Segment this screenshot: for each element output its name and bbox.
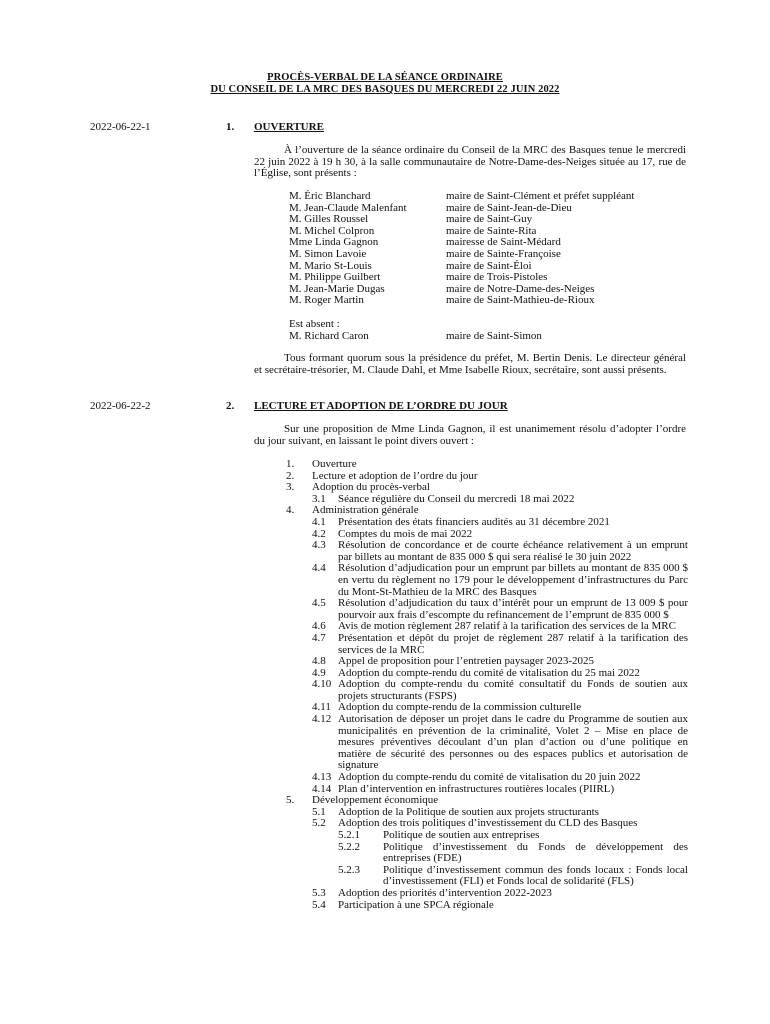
agenda-item: [286, 679, 688, 702]
agenda-item-text: Adoption des priorités d’intervention 2022-2023: [338, 886, 552, 899]
agenda-item-number: 4.3: [312, 539, 326, 552]
agenda-item-text: Présentation des états financiers audités au 31 décembre 2021: [338, 515, 610, 528]
member-role: mairesse de Saint-Médard: [446, 236, 561, 249]
agenda-item-text: Autorisation de déposer un projet dans le cadre du Programme de soutien aux municipalités en prévention de la criminalité, Volet 2 – Mise en place de mesures préventives découlant d’un plan d’action ou d’une politique en matière de sécurité des personnes ou des espaces publics et autorisation de signature: [338, 713, 688, 772]
agenda-item-text: Politique de soutien aux entreprises: [383, 829, 540, 841]
agenda-item: [286, 517, 688, 529]
agenda-item-text: Développement économique: [312, 794, 439, 807]
agenda-item-text: Résolution de concordance et de courte échéance relativement à un emprunt par billets au montant de 835 000 $ qui sera réalisé le 30 juin 2022: [338, 539, 688, 563]
member-row: [289, 249, 634, 261]
agenda-item-text: Lecture et adoption de l’ordre du jour: [312, 469, 478, 482]
agenda-item-number: 4.6: [312, 620, 326, 633]
members-present-list: [289, 191, 634, 307]
agenda-item-text: Participation à une SPCA régionale: [338, 898, 494, 911]
document-subtitle: DU CONSEIL DE LA MRC DES BASQUES DU MERCREDI 22 JUIN 2022: [210, 84, 560, 95]
member-role: maire de Trois-Pistoles: [446, 271, 548, 284]
agenda-item: [286, 888, 688, 900]
agenda-item-number: 5.2: [312, 817, 326, 830]
resolution-ref: 2022-06-22-1: [90, 121, 151, 133]
member-name: M. Jean-Marie Dugas: [289, 282, 385, 295]
agenda-item-text: Adoption des trois politiques d’investissement du CLD des Basques: [338, 817, 638, 830]
section-number: 1.: [226, 121, 235, 133]
agenda-item: [286, 459, 688, 471]
agenda-item-text: Appel de proposition pour l’entretien paysager 2023-2025: [338, 655, 594, 668]
member-role: maire de Sainte-Rita: [446, 224, 537, 237]
agenda-item-text: Plan d’intervention en infrastructures routières locales (PIIRL): [338, 782, 615, 795]
absent-member-role: maire de Saint-Simon: [446, 329, 542, 342]
member-name: M. Simon Lavoie: [289, 247, 367, 260]
agenda-item-text: Avis de motion règlement 287 relatif à la tarification des services de la MRC: [338, 620, 676, 633]
agenda-item-number: 5.2.1: [338, 829, 360, 841]
member-row: [289, 295, 634, 307]
member-row: [289, 191, 634, 203]
agenda-item-number: 4.: [286, 504, 295, 517]
agenda-item-number: 5.2.2: [338, 840, 360, 853]
agenda-item-number: 5.4: [312, 898, 326, 911]
agenda-item-text: Comptes du mois de mai 2022: [338, 527, 473, 540]
agenda-item-text: Adoption du compte-rendu du comité de vitalisation du 20 juin 2022: [338, 771, 641, 784]
agenda-item-text: Politique d’investissement du Fonds de développement des entreprises (FDE): [383, 840, 688, 865]
agenda-item-number: 4.7: [312, 631, 326, 644]
agenda-item-number: 2.: [286, 469, 295, 482]
agenda-item-number: 5.2.3: [338, 863, 360, 876]
agenda-item-text: Séance régulière du Conseil du mercredi 18 mai 2022: [338, 492, 575, 505]
absent-block: [289, 319, 542, 342]
agenda-item: [286, 830, 688, 842]
agenda-item: [286, 842, 688, 865]
absent-label: Est absent :: [289, 318, 340, 330]
agenda-item-text: Politique d’investissement commun des fonds locaux : Fonds local d’investissement (FLI) et Fonds local de solidarité (FLS): [383, 863, 688, 888]
agenda-item-text: Adoption du compte-rendu du comité de vitalisation du 25 mai 2022: [338, 666, 640, 679]
opening-paragraph: À l’ouverture de la séance ordinaire du Conseil de la MRC des Basques tenue le mercredi 22 juin 2022 à 19 h 30, à la salle communautaire de Notre-Dame-des-Neiges située au 17, rue de l’Église, sont présents :: [254, 144, 686, 180]
agenda-item: [286, 656, 688, 668]
agenda-item-text: Résolution d’adjudication pour un emprunt par billets au montant de 835 000 $ en vertu du règlement no 179 pour le développement d’infrastructures du Parc du Mont-St-Mathieu de la MRC des Basques: [338, 562, 688, 598]
agenda-item: [286, 633, 688, 656]
member-row: [289, 272, 634, 284]
agenda-item-number: 4.14: [312, 782, 332, 795]
agenda-item-number: 4.11: [312, 701, 331, 714]
agenda-item-number: 4.13: [312, 771, 332, 784]
agenda-item-number: 4.9: [312, 666, 326, 679]
agenda-item-text: Adoption du procès-verbal: [312, 481, 430, 494]
agenda-item: [286, 900, 688, 912]
agenda-item-number: 4.5: [312, 597, 326, 610]
member-role: maire de Saint-Guy: [446, 213, 533, 226]
agenda-item-text: Adoption de la Politique de soutien aux projets structurants: [338, 805, 599, 818]
agenda-item: [286, 563, 688, 598]
agenda-item: [286, 714, 688, 772]
agenda-item-number: 4.1: [312, 515, 326, 528]
agenda-item-number: 5.3: [312, 886, 326, 899]
member-role: maire de Saint-Mathieu-de-Rioux: [446, 294, 595, 307]
agenda-item-number: 3.: [286, 481, 295, 494]
agenda-item-text: Présentation et dépôt du projet de règlement 287 relatif à la tarification des services de la MRC: [338, 631, 688, 656]
agenda-item-number: 3.1: [312, 492, 326, 505]
section-heading: LECTURE ET ADOPTION DE L’ORDRE DU JOUR: [254, 400, 508, 412]
resolution-ref: 2022-06-22-2: [90, 400, 151, 412]
agenda-item: [286, 598, 688, 621]
agenda-item-text: Résolution d’adjudication du taux d’intérêt pour un emprunt de 13 009 $ pour pourvoir aux frais d’escompte du refinancement de l’emprunt de 835 000 $: [338, 597, 688, 621]
agenda-item-number: 5.1: [312, 805, 326, 818]
agenda-item-number: 4.12: [312, 713, 332, 726]
member-role: maire de Sainte-Françoise: [446, 247, 561, 260]
document-title: PROCÈS-VERBAL DE LA SÉANCE ORDINAIRE: [267, 72, 503, 83]
member-role: maire de Saint-Clément et préfet suppléant: [446, 190, 635, 202]
agenda-item: [286, 772, 688, 784]
member-name: M. Gilles Roussel: [289, 213, 369, 226]
agenda-item-text: Adoption du compte-rendu de la commission culturelle: [338, 701, 582, 714]
member-name: Mme Linda Gagnon: [289, 236, 379, 249]
agenda-list: [286, 459, 688, 911]
agenda-intro-paragraph: Sur une proposition de Mme Linda Gagnon, il est unanimement résolu d’adopter l’ordre du jour suivant, en laissant le point divers ouvert :: [254, 423, 686, 447]
agenda-item-number: 4.8: [312, 655, 326, 668]
member-name: M. Mario St-Louis: [289, 259, 372, 272]
agenda-item: [286, 865, 688, 888]
member-name: M. Philippe Guilbert: [289, 271, 381, 284]
member-name: M. Éric Blanchard: [289, 190, 371, 202]
agenda-item-text: Ouverture: [312, 458, 357, 470]
agenda-item-number: 4.2: [312, 527, 326, 540]
agenda-item-text: Administration générale: [312, 504, 419, 517]
member-role: maire de Saint-Jean-de-Dieu: [446, 201, 572, 214]
quorum-paragraph: Tous formant quorum sous la présidence du préfet, M. Bertin Denis. Le directeur général et secrétaire-trésorier, M. Claude Dahl, et Mme Isabelle Rioux, secrétaire, sont aussi présents.: [254, 352, 686, 376]
agenda-item: [286, 540, 688, 563]
member-name: M. Roger Martin: [289, 294, 364, 307]
section-heading: OUVERTURE: [254, 121, 324, 133]
section-number: 2.: [226, 400, 235, 412]
agenda-item-number: 5.: [286, 794, 295, 807]
member-role: maire de Notre-Dame-des-Neiges: [446, 282, 595, 295]
member-name: M. Jean-Claude Malenfant: [289, 201, 407, 214]
agenda-item-text: Adoption du compte-rendu du comité consultatif du Fonds de soutien aux projets structurants (FSPS): [338, 678, 688, 702]
member-role: maire de Saint-Éloi: [446, 259, 532, 272]
member-name: M. Michel Colpron: [289, 224, 375, 237]
agenda-item-number: 1.: [286, 458, 295, 470]
agenda-item-number: 4.10: [312, 678, 332, 691]
agenda-item-number: 4.4: [312, 562, 326, 575]
absent-member-name: M. Richard Caron: [289, 329, 369, 342]
